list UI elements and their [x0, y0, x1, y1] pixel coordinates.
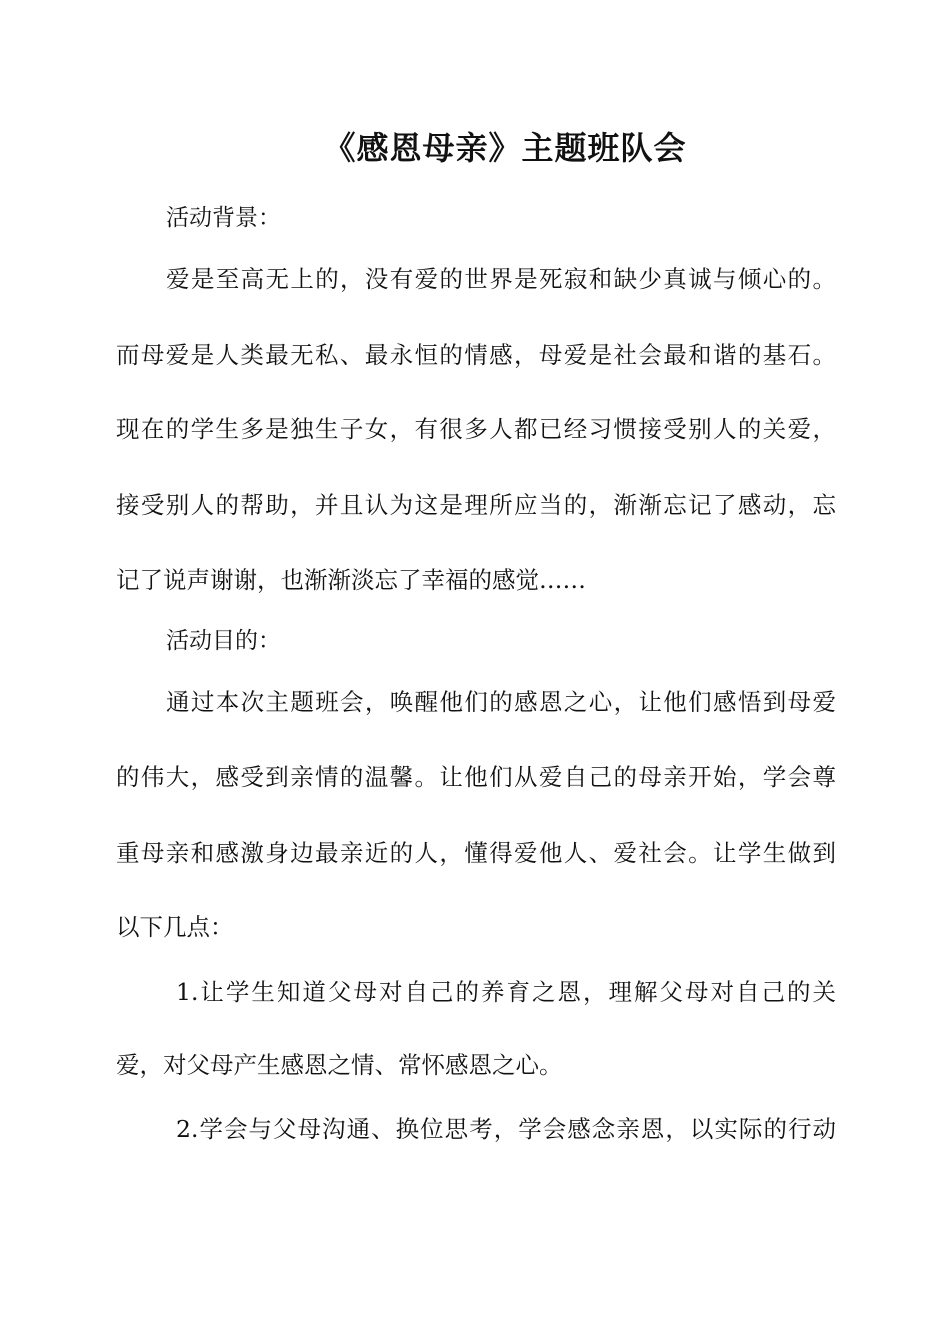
paragraph-line: 而母爱是人类最无私、最永恒的情感，母爱是社会最和谐的基石。	[116, 341, 836, 369]
paragraph-line: 爱是至高无上的，没有爱的世界是死寂和缺少真诚与倾心的。	[166, 265, 836, 293]
paragraph-line: 现在的学生多是独生子女，有很多人都已经习惯接受别人的关爱，	[116, 415, 836, 443]
section-heading-background: 活动背景：	[166, 205, 281, 231]
paragraph-line: 以下几点：	[116, 913, 234, 941]
numbered-point-line: 2.学会与父母沟通、换位思考，学会感念亲恩，以实际的行动	[176, 1115, 836, 1143]
numbered-point-line: 1.让学生知道父母对自己的养育之恩，理解父母对自己的关	[176, 978, 836, 1006]
section-heading-purpose: 活动目的：	[166, 628, 281, 654]
paragraph-line: 通过本次主题班会，唤醒他们的感恩之心，让他们感悟到母爱	[166, 688, 836, 716]
document-title: 《感恩母亲》主题班队会	[323, 129, 687, 167]
paragraph-line: 的伟大，感受到亲情的温馨。让他们从爱自己的母亲开始，学会尊	[116, 763, 836, 791]
numbered-point-line: 爱，对父母产生感恩之情、常怀感恩之心。	[116, 1051, 563, 1079]
paragraph-line: 接受别人的帮助，并且认为这是理所应当的，渐渐忘记了感动，忘	[116, 491, 836, 519]
paragraph-line: 重母亲和感激身边最亲近的人，懂得爱他人、爱社会。让学生做到	[116, 839, 836, 867]
paragraph-line: 记了说声谢谢，也渐渐淡忘了幸福的感觉……	[116, 566, 586, 594]
